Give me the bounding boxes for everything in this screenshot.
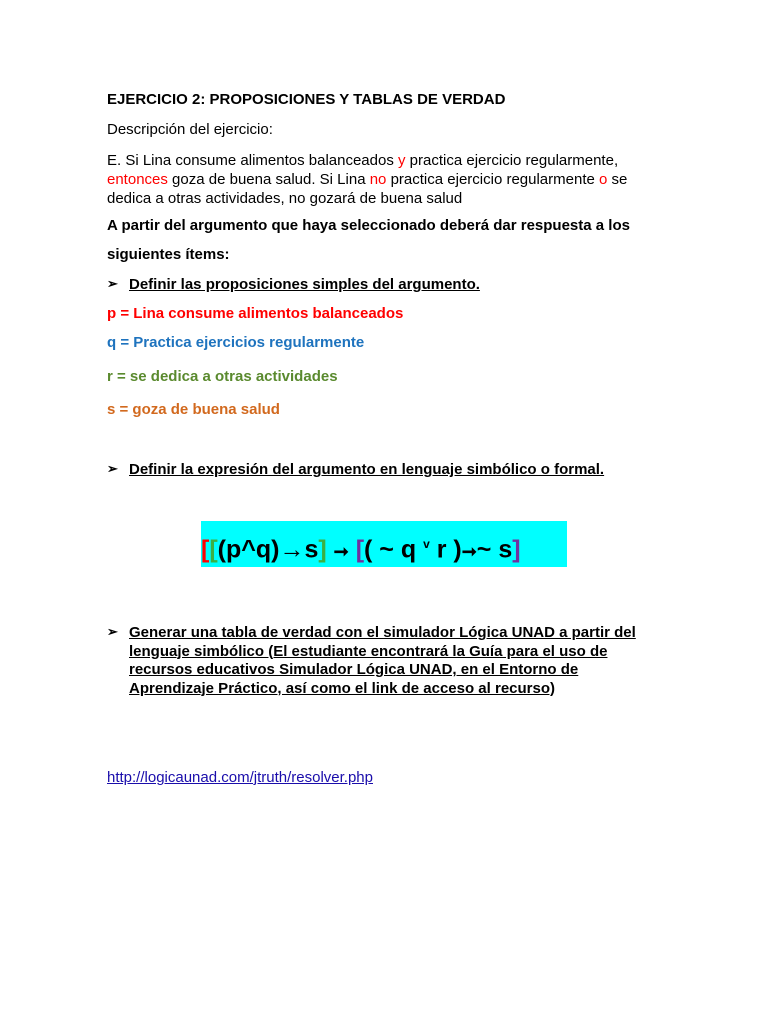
resolver-link[interactable]: http://logicaunad.com/jtruth/resolver.php bbox=[107, 769, 373, 786]
paragraph-text: E. Si Lina consume alimentos balanceados bbox=[107, 152, 399, 169]
symbolic-formula bbox=[201, 521, 567, 567]
connector-y: y bbox=[398, 152, 406, 169]
bullet-text: Definir la expresión del argumento en lenguaje simbólico o formal. bbox=[129, 461, 605, 478]
formula-bracket: [ bbox=[209, 535, 218, 564]
proposition-s: s = goza de buena salud bbox=[107, 401, 280, 418]
proposition-q: q = Practica ejercicios regularmente bbox=[107, 334, 365, 351]
formula-part: (p^q) bbox=[217, 535, 280, 564]
connector-entonces: entonces bbox=[107, 171, 168, 188]
implies-arrow-icon: ➞ bbox=[461, 541, 477, 562]
formula-part: ( ~ q bbox=[364, 535, 424, 564]
bullet-text: Generar una tabla de verdad con el simulador Lógica UNAD a partir del lenguaje simbólico (El estudiante encontrará la Guía para el uso de recursos educativos Simulador Lógica UNAD, en el Entorno de Aprendizaje Práctico, así como el link de acceso al recurso) bbox=[129, 624, 636, 697]
implies-arrow-icon: ➞ bbox=[333, 541, 349, 562]
arrowhead-bullet-icon: ➢ bbox=[107, 461, 118, 476]
arrowhead-bullet-icon: ➢ bbox=[107, 276, 118, 291]
formula-bracket: [ bbox=[201, 535, 210, 564]
page-title: EJERCICIO 2: PROPOSICIONES Y TABLAS DE VERDAD bbox=[107, 91, 506, 108]
paragraph-text: practica ejercicio regularmente, bbox=[405, 152, 619, 169]
description-label: Descripción del ejercicio: bbox=[107, 121, 273, 138]
paragraph-text: goza de buena salud. Si Lina bbox=[167, 171, 370, 188]
paragraph-text: se dedica a otras actividades, no gozará de buena salud bbox=[107, 171, 628, 207]
connector-no: no bbox=[369, 171, 387, 188]
formula-bracket: ] bbox=[512, 535, 521, 564]
proposition-r: r = se dedica a otras actividades bbox=[107, 368, 338, 385]
bullet-item-truth-table bbox=[107, 624, 647, 704]
implies-arrow-icon: → bbox=[279, 535, 305, 564]
or-symbol: v bbox=[423, 537, 430, 551]
formula-part: ~ s bbox=[476, 535, 513, 564]
arrowhead-bullet-icon: ➢ bbox=[107, 624, 118, 639]
formula-part: r ) bbox=[429, 535, 462, 564]
bullet-text: Definir las proposiciones simples del argumento. bbox=[129, 276, 480, 293]
proposition-p: p = Lina consume alimentos balanceados bbox=[107, 305, 404, 322]
formula-bracket: [ bbox=[355, 535, 365, 564]
intro-line-2: siguientes ítems: bbox=[107, 246, 230, 263]
exercise-paragraph bbox=[107, 151, 667, 208]
connector-o: o bbox=[599, 171, 608, 188]
paragraph-text: practica ejercicio regularmente bbox=[386, 171, 599, 188]
formula-part: s bbox=[304, 535, 319, 564]
intro-line-1: A partir del argumento que haya seleccionado deberá dar respuesta a los bbox=[107, 217, 630, 234]
formula-bracket: ] bbox=[318, 535, 327, 564]
